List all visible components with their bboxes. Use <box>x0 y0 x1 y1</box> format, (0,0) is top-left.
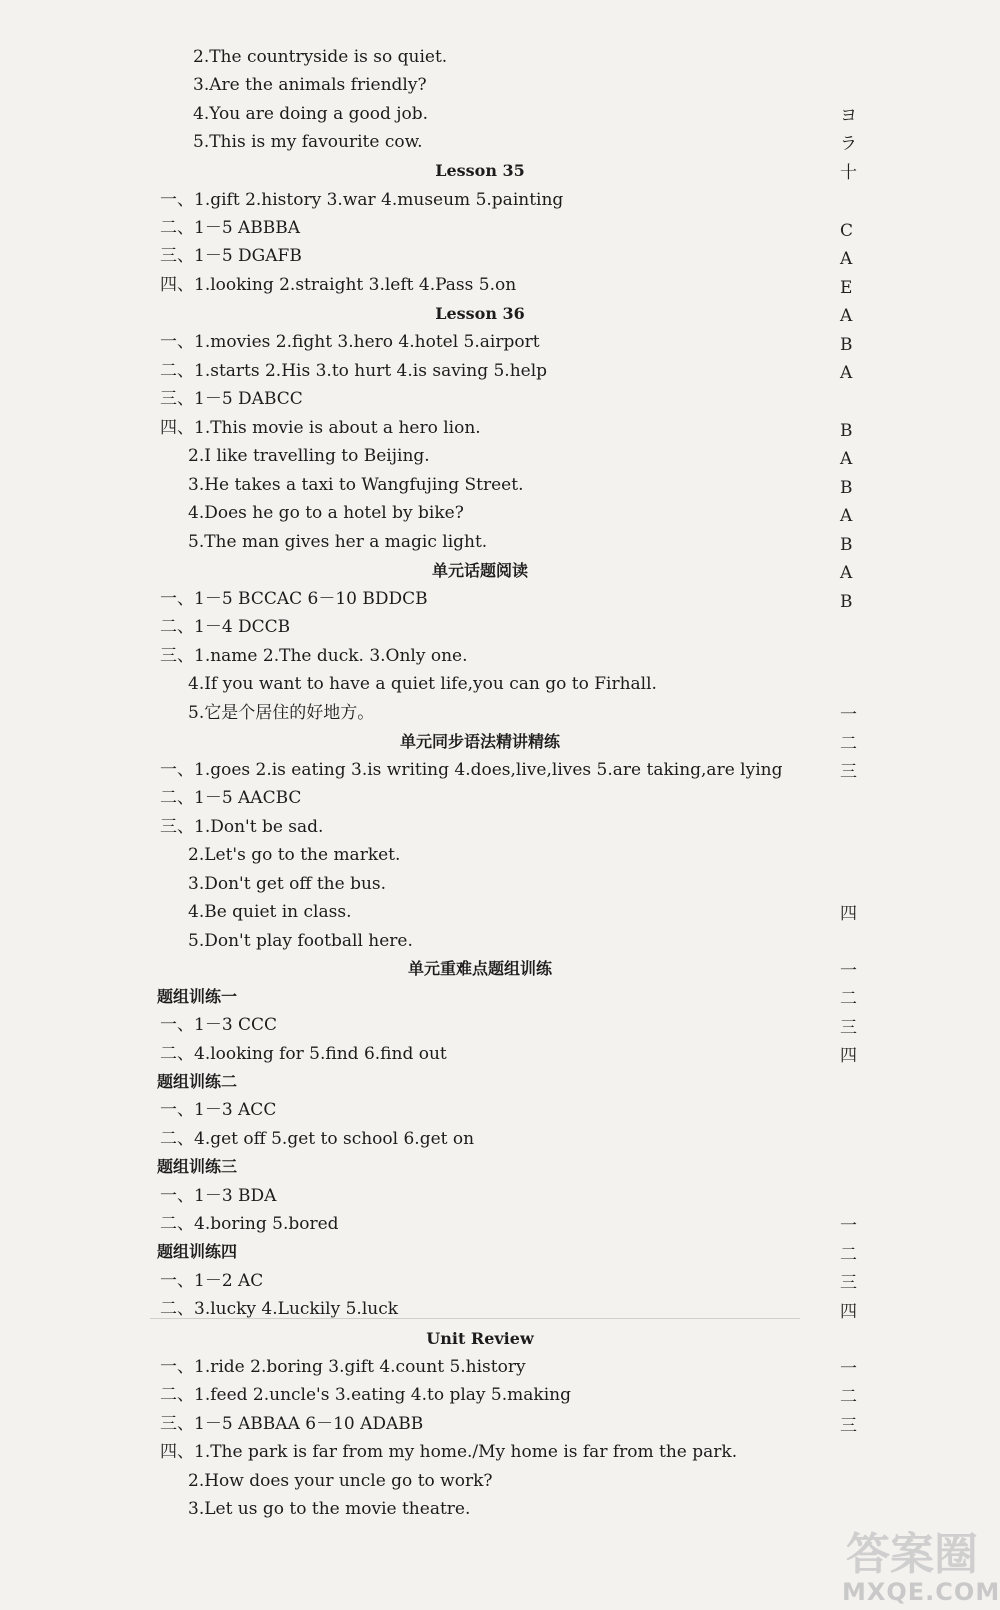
margin-fragment: 一 <box>840 1359 857 1379</box>
group-title: 题组训练二 <box>157 1072 238 1091</box>
answer-line: 二、4.boring 5.bored <box>160 1214 339 1234</box>
margin-fragment: 一 <box>840 961 857 981</box>
margin-fragment: 四 <box>840 904 857 924</box>
answer-line: 二、3.lucky 4.Luckily 5.luck <box>160 1299 399 1319</box>
margin-fragment: B <box>840 535 853 555</box>
section-heading: 单元同步语法精讲精练 <box>399 732 560 751</box>
margin-fragment: A <box>840 449 853 469</box>
margin-fragment: A <box>840 249 853 269</box>
answer-line: 5.The man gives her a magic light. <box>188 532 488 552</box>
answer-line: 二、1.starts 2.His 3.to hurt 4.is saving 5.help <box>160 361 548 381</box>
group-title: 题组训练一 <box>157 987 238 1006</box>
answer-line: 2.Let's go to the market. <box>188 845 401 865</box>
margin-fragment: A <box>840 563 853 583</box>
answer-line: 2.I like travelling to Beijing. <box>188 446 430 466</box>
answer-line: 二、1－4 DCCB <box>160 617 291 637</box>
answer-line: 3.Don't get off the bus. <box>188 874 387 894</box>
answer-line: 一、1－3 ACC <box>160 1100 277 1120</box>
answer-line: 一、1.ride 2.boring 3.gift 4.count 5.history <box>160 1357 526 1377</box>
margin-fragment: 二 <box>840 989 857 1009</box>
margin-fragment: 十 <box>840 163 857 183</box>
answer-line: 二、1.feed 2.uncle's 3.eating 4.to play 5.making <box>160 1385 571 1405</box>
margin-fragment: 二 <box>840 734 857 754</box>
answer-line: 四、1.This movie is about a hero lion. <box>160 418 481 438</box>
answer-line: 2.The countryside is so quiet. <box>193 47 448 67</box>
margin-fragment: B <box>840 478 853 498</box>
margin-fragment: 一 <box>840 1216 857 1236</box>
answer-line: 3.Let us go to the movie theatre. <box>188 1499 471 1519</box>
margin-fragment: 四 <box>840 1046 857 1066</box>
margin-fragment: B <box>840 421 853 441</box>
watermark-logo: 答案圈 <box>846 1529 978 1580</box>
answer-line: 一、1.gift 2.history 3.war 4.museum 5.painting <box>160 190 564 210</box>
answer-line: 一、1－5 BCCAC 6－10 BDDCB <box>160 589 428 609</box>
answer-line: 二、4.get off 5.get to school 6.get on <box>160 1129 475 1149</box>
answer-line: 4.Does he go to a hotel by bike? <box>188 503 464 523</box>
margin-fragment: ヨ <box>840 106 857 126</box>
section-heading: Lesson 35 <box>435 161 525 180</box>
section-heading: 单元话题阅读 <box>431 561 528 580</box>
answer-line: 三、1.Don't be sad. <box>160 817 324 837</box>
margin-fragment: 三 <box>840 762 857 782</box>
answer-line: 5.Don't play football here. <box>188 931 413 951</box>
answer-line: 二、1－5 ABBBA <box>160 218 301 238</box>
answer-line: 5.This is my favourite cow. <box>193 132 423 152</box>
answer-line: 2.How does your uncle go to work? <box>188 1471 493 1491</box>
margin-fragment: 二 <box>840 1387 857 1407</box>
margin-fragment: ラ <box>840 134 857 154</box>
group-title: 题组训练四 <box>157 1242 238 1261</box>
answer-line: 一、1－3 CCC <box>160 1015 278 1035</box>
answer-line: 三、1－5 ABBAA 6－10 ADABB <box>160 1414 424 1434</box>
answer-line: 4.Be quiet in class. <box>188 902 352 922</box>
answer-line: 二、4.looking for 5.find 6.find out <box>160 1044 447 1064</box>
answer-line: 4.If you want to have a quiet life,you can go to Firhall. <box>188 674 657 694</box>
section-heading: Unit Review <box>426 1329 534 1348</box>
margin-fragment: B <box>840 335 853 355</box>
section-heading: 单元重难点题组训练 <box>407 959 552 978</box>
answer-line: 三、1－5 DGAFB <box>160 246 302 266</box>
answer-line: 三、1.name 2.The duck. 3.Only one. <box>160 646 468 666</box>
answer-line: 二、1－5 AACBC <box>160 788 302 808</box>
margin-fragment: 二 <box>840 1245 857 1265</box>
answer-line: 四、1.looking 2.straight 3.left 4.Pass 5.on <box>160 275 517 295</box>
margin-fragment: 三 <box>840 1416 857 1436</box>
answer-line: 4.You are doing a good job. <box>193 104 429 124</box>
answer-line: 四、1.The park is far from my home./My home is far from the park. <box>160 1442 738 1462</box>
margin-fragment: A <box>840 306 853 326</box>
answer-line: 3.Are the animals friendly? <box>193 75 427 95</box>
group-title: 题组训练三 <box>157 1157 238 1176</box>
margin-fragment: A <box>840 363 853 383</box>
margin-fragment: E <box>840 278 853 298</box>
margin-fragment: 三 <box>840 1273 857 1293</box>
margin-fragment: 三 <box>840 1018 857 1038</box>
margin-fragment: 一 <box>840 705 857 725</box>
answer-line: 三、1－5 DABCC <box>160 389 303 409</box>
margin-fragment: B <box>840 592 853 612</box>
section-heading: Lesson 36 <box>435 304 525 323</box>
answer-line: 5.它是个居住的好地方。 <box>188 703 375 723</box>
watermark-url: MXQE.COM <box>842 1578 1000 1606</box>
answer-line: 一、1.goes 2.is eating 3.is writing 4.does,live,lives 5.are taking,are lying <box>160 760 783 780</box>
answer-line: 3.He takes a taxi to Wangfujing Street. <box>188 475 524 495</box>
answer-line: 一、1－2 AC <box>160 1271 264 1291</box>
margin-fragment: A <box>840 506 853 526</box>
margin-fragment: 四 <box>840 1302 857 1322</box>
answer-line: 一、1－3 BDA <box>160 1186 277 1206</box>
answer-line: 一、1.movies 2.fight 3.hero 4.hotel 5.airport <box>160 332 540 352</box>
margin-fragment: C <box>840 221 854 241</box>
